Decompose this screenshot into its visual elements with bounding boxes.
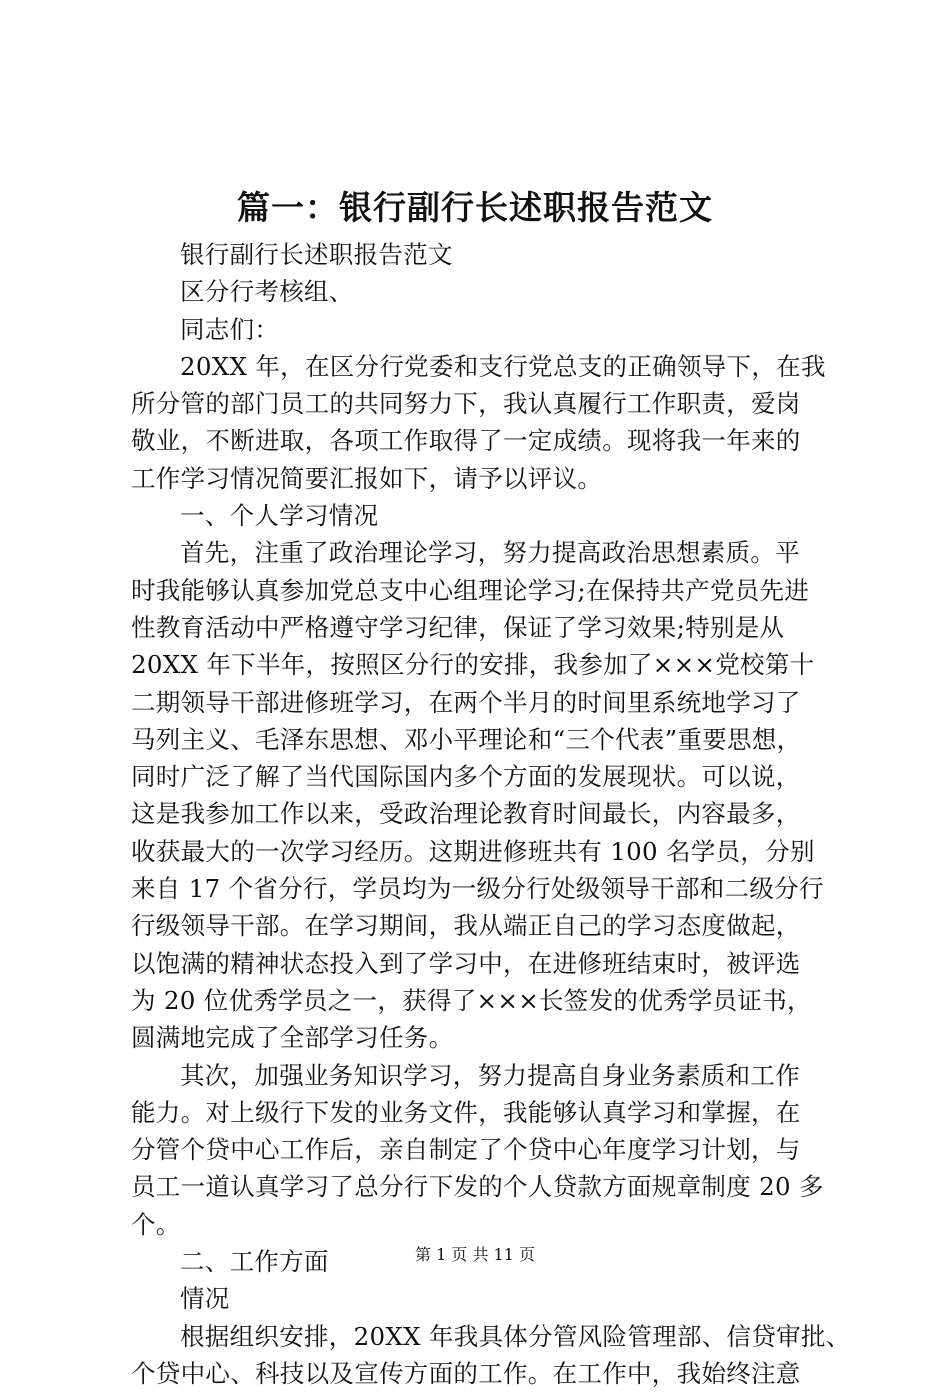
text-line: 能力。对上级行下发的业务文件，我能够认真学习和掌握，在 xyxy=(131,1097,801,1127)
text-line: 员工一道认真学习了总分行下发的个人贷款方面规章制度 20 多 xyxy=(131,1172,824,1202)
text-line: 工作学习情况简要汇报如下，请予以评议。 xyxy=(131,463,603,493)
section-heading: 二、工作方面 xyxy=(180,1247,329,1277)
text-line: 为 20 位优秀学员之一，获得了×××长签发的优秀学员证书， xyxy=(131,985,812,1015)
document-title: 篇一：银行副行长述职报告范文 xyxy=(237,188,713,227)
text-line: 根据组织安排，20XX 年我具体分管风险管理部、信贷审批、 xyxy=(180,1321,851,1351)
text-line: 性教育活动中严格遵守学习纪律，保证了学习效果;特别是从 xyxy=(131,612,785,642)
text-line: 马列主义、毛泽东思想、邓小平理论和“三个代表”重要思想， xyxy=(131,724,802,754)
text-line: 以饱满的精神状态投入到了学习中，在进修班结束时，被评选 xyxy=(131,948,801,978)
text-line: 圆满地完成了全部学习任务。 xyxy=(131,1023,454,1053)
text-line: 同时广泛了解了当代国际国内多个方面的发展现状。可以说， xyxy=(131,762,801,792)
section-heading: 一、个人学习情况 xyxy=(180,501,379,531)
text-line: 20XX 年，在区分行党委和支行党总支的正确领导下，在我 xyxy=(180,351,826,381)
text-line: 个。 xyxy=(131,1209,181,1239)
text-line: 银行副行长述职报告范文 xyxy=(180,240,453,269)
text-line: 二期领导干部进修班学习，在两个半月的时间里系统地学习了 xyxy=(131,687,801,717)
text-line: 20XX 年下半年，按照区分行的安排，我参加了×××党校第十 xyxy=(131,650,815,680)
text-line: 行级领导干部。在学习期间，我从端正自己的学习态度做起， xyxy=(131,911,801,941)
text-line: 分管个贷中心工作后，亲自制定了个贷中心年度学习计划，与 xyxy=(131,1135,801,1165)
text-line: 同志们： xyxy=(180,314,280,344)
text-line: 情况 xyxy=(180,1284,230,1314)
text-line: 其次，加强业务知识学习，努力提高自身业务素质和工作 xyxy=(180,1060,800,1090)
text-line: 敬业，不断进取，各项工作取得了一定成绩。现将我一年来的 xyxy=(131,426,801,456)
text-line: 区分行考核组、 xyxy=(180,277,354,307)
text-line: 收获最大的一次学习经历。这期进修班共有 100 名学员，分别 xyxy=(131,836,815,866)
text-line: 来自 17 个省分行，学员均为一级分行处级领导干部和二级分行 xyxy=(131,874,824,904)
text-line: 首先，注重了政治理论学习，努力提高政治思想素质。平 xyxy=(180,538,800,568)
text-line: 个贷中心、科技以及宣传方面的工作。在工作中，我始终注意 xyxy=(131,1358,801,1388)
text-line: 时我能够认真参加党总支中心组理论学习;在保持共产党员先进 xyxy=(131,575,810,605)
text-line: 这是我参加工作以来，受政治理论教育时间最长，内容最多， xyxy=(131,799,801,829)
document-body xyxy=(131,236,851,1392)
page-footer: 第 1 页 共 11 页 xyxy=(415,1245,535,1264)
text-line: 所分管的部门员工的共同努力下，我认真履行工作职责，爱岗 xyxy=(131,389,801,419)
